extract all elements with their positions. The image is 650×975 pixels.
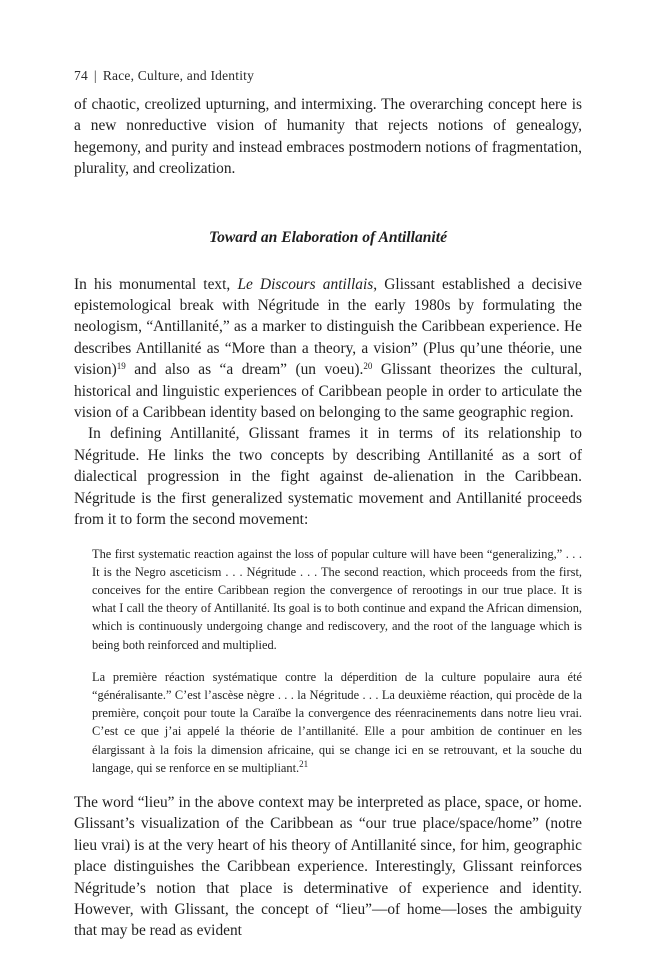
footnote-marker-21: 21	[299, 758, 309, 769]
running-header	[74, 68, 254, 84]
header-separator: |	[93, 68, 97, 83]
footnote-marker-20: 20	[363, 361, 373, 372]
paragraph-continued: of chaotic, creolized upturning, and intermixing. The overarching concept here is a new nonreductive vision of humanity that rejects notions of genealogy, hegemony, and purity and instead embraces postmodern notions of fragmentation, plurality, and creolization.	[74, 96, 582, 178]
block-quote-french: La première réaction systématique contre la déperdition de la culture populaire aura été “généralisante.” C’est l’ascèse nègre . . . la Négritude . . . La deuxième réaction, qui procède de la première, conçoit pour toute la Caraïbe la convergence des réenracinements dans notre lieu vrai. C’est ce que j’ai appelé la théorie de l’antillanité. Elle a pour ambition de continuer en les élargissant à la fois la dimension africaine, qui se change ici en se retrouvant, et la souche du langage, qui se renforce en se multipliant.$^{21}$	[92, 669, 582, 775]
book-title: Le Discours antillais	[237, 275, 374, 293]
paragraph-defining-antillanite: In defining Antillanité, Glissant frames it in terms of its relationship to Négritude. He links the two concepts by describing Antillanité as a sort of dialectical progression in the fight against de-alienation in the Caribbean. Négritude is the first generalized systematic movement and Antillanité proceeds from it to form the second movement:	[74, 425, 582, 529]
block-quote-english: The first systematic reaction against the loss of popular culture will have been “generalizing,” . . . It is the Negro asceticism . . . Négritude . . . The second reaction, which proceeds from the first, conceives for the entire Caribbean region the convergence of rerootings in our true place. It is what I call the theory of Antillanité. Its goal is to both continue and expand the African dimension, which is continuously undergoing change and rediscovery, and the root of the language which is being both reinforced and multiplied.	[92, 546, 582, 652]
running-title: Race, Culture, and Identity	[102, 68, 255, 83]
paragraph-lieu: The word “lieu” in the above context may be interpreted as place, space, or home. Glissant’s visualization of the Caribbean as “our true place/space/home” (notre lieu vrai) is at the very heart of his theory of Antillanité since, for him, geographic place distinguishes the Caribbean experience. Interestingly, Glissant reinforces Négritude’s notion that place is determinative of experience and identity. However, with Glissant, the concept of “lieu”—of home—loses the ambiguity that may be read as evident	[74, 793, 582, 940]
paragraph-antillanite-intro: In his monumental text, Le Discours antillais, Glissant established a decisive epistemological break with Négritude in the early 1980s by formulating the neologism, “Antillanité,” as a marker to distinguish the Caribbean experience. He describes Antillanité as “More than a theory, a vision” (Plus qu’une théorie, une vision)$^{19}$ and also as “a dream” (un voeu).$^{20}$ Glissant theorizes the cultural, historical and linguistic experiences of Caribbean people in order to articulate the vision of a Caribbean identity based on belonging to the same geographic region.	[74, 275, 583, 422]
page-body	[74, 94, 582, 942]
page-number: 74	[74, 68, 88, 83]
section-heading: Toward an Elaboration of Antillanité	[208, 228, 447, 246]
footnote-marker-19: 19	[116, 361, 126, 372]
block-quote	[92, 545, 582, 777]
